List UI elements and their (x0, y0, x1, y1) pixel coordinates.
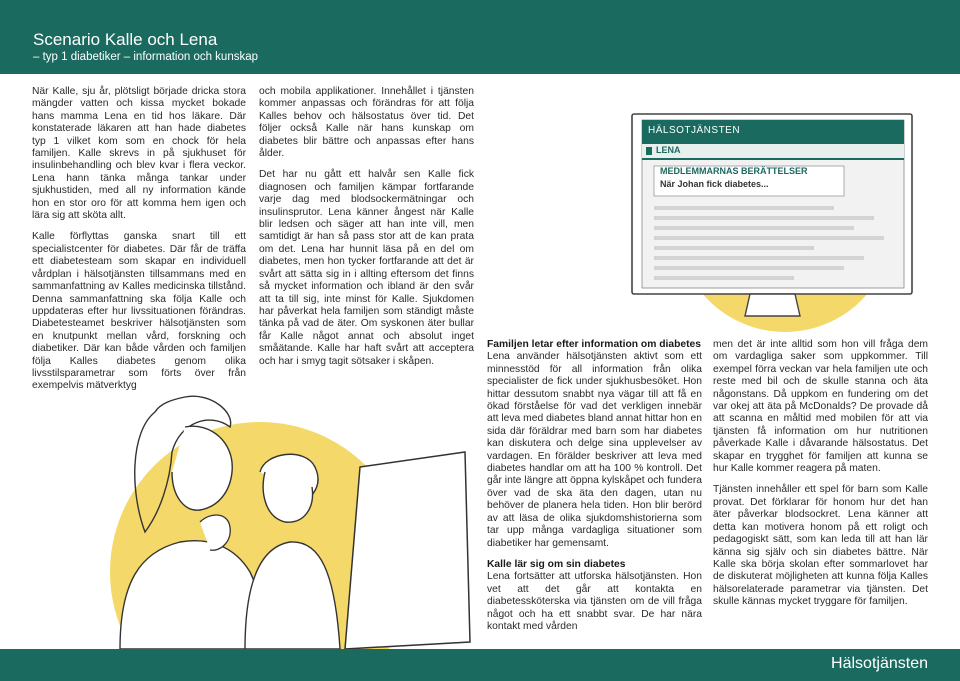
section-heading: Kalle lär sig om sin diabetes (487, 558, 626, 570)
monitor-stand (745, 294, 800, 316)
text-column-2 (259, 86, 474, 377)
footer-brand: Hälsotjänsten (831, 655, 928, 672)
monitor-shape (345, 452, 470, 649)
screen-user-label: LENA (656, 145, 681, 155)
paragraph: Tjänsten innehåller ett spel för barn som Kalle provat. Det förklarar för honom hur det han äter påverkar blodsockret. Lena känner att detta kan motivera honom på ett roligt och pedagogiskt sätt, som kan leda till att han lär känna sig själv och sin diabetes bättre. När Kalle ska börja skolan efter sommarlovet har de diskuterat möjligheten att kunna följa Kalles hälsorelaterade parametrar via tjänsten. Det skulle kännas mycket tryggare för familjen. (713, 484, 928, 608)
user-status-icon (646, 147, 652, 155)
screen-header-label: HÄLSOTJÄNSTEN (648, 125, 741, 136)
mother-child-illustration (60, 372, 480, 649)
paragraph: När Kalle, sju år, plötsligt började dricka stora mängder vatten och kissa mycket bokade hans mamma Lena en tid hos läkare. Där konstaterade läkaren att han hade diabetes typ 1 vilket kom som en chock för hela familjen. Kalle skrevs in på sjukhuset för insulinbehandling och blev kvar i flera veckor. Lena hann tänka många tankar under sjukhustiden, med all ny information kände hon en stor oro för att komma hem igen och lära sig att sköta allt. (32, 86, 246, 222)
text-column-1 (32, 86, 246, 402)
paragraph: och mobila applikationer. Innehållet i tjänsten kommer anpassas och förändras för att följa Kalles behov och hälsostatus över tid. Det följer också Kalle när hans kunskap om diabetes blir bättre och anpassas efter hans ålder. (259, 86, 474, 160)
screen-story-label: När Johan fick diabetes... (660, 179, 769, 189)
paragraph: Lena fortsätter att utforska hälsotjänsten. Hon vet att det går att kontakta en diabetessköterska via tjänsten om de vill fråga något och ha ett snabbt svar. De har nära kontakt med vården (487, 571, 702, 632)
paragraph: Lena använder hälsotjänsten aktivt som ett minnesstöd för all information från olika specialister de fick under sjukhusbesöket. Hon hittar dessutom snabbt nya vägar till att få en ökad förståelse för vad det verkligen innebär att leva med diabetes bland annat hittar hon en sida där föräldrar med barn som har diabetes kan diskutera och delge sina upplevelser av vardagen. En förälder beskriver att leva med diabetes handlar om att ha 100 % kontroll. Det går inte längre att öppna kylskåpet och fundera över vad de ska äta den dagen, utan nu behöver de planera hela tiden. Hon blir berörd av att läsa de olika sjukdomshistorierna som tar upp många vardagliga situationer som diabetiker har gemensamt. (487, 351, 702, 549)
screen-section-label: MEDLEMMARNAS BERÄTTELSER (660, 166, 808, 176)
page-subtitle: – typ 1 diabetiker – information och kunskap (33, 51, 259, 63)
paragraph: men det är inte alltid som hon vill fråga dem om vardagliga saker som uppkommer. Till exempel förra veckan var hela familjen ute och reste med bil och de skulle stanna och äta någonstans. Då uppkom en fundering om det var okej att äta på McDonalds? De provade då att scanna en måltid med mobilen för att via tjänsten få information om hur nutritionen påverkade Kalle i dåvarande hälsostatus. Det skapar en trygghet för familjen att kunna se hur Kalle kommer reagera på maten. (713, 339, 928, 475)
section-heading: Familjen letar efter information om diabetes (487, 339, 701, 350)
screen-illustration (620, 76, 928, 336)
paragraph: Kalle förflyttas ganska snart till ett specialistcenter för diabetes. Där får de träffa ett diabetesteam som skapar en individuell vårdplan i hälsotjänsten tillsammans med en sammanfattning av Kalles medicinska tillstånd. Denna sammanfattning ska följa Kalle och uppdateras efter hur livssituationen förändras. Diabetesteamet beskriver hälsotjänsten som en knutpunkt mellan vård, forskning och diabetiker. Där kan både vården och familjen följa Kalles diabetes genom olika livsstilsparametrar som förts över från exempelvis mätverktyg (32, 231, 246, 392)
text-column-4 (713, 339, 928, 618)
footer-band (0, 649, 960, 681)
page-title: Scenario Kalle och Lena (33, 30, 218, 49)
text-column-3 (487, 339, 702, 642)
paragraph: Det har nu gått ett halvår sen Kalle fick diagnosen och familjen kämpar fortfarande varje dag med blodsockermätningar och insulinsprutor. Lena känner ångest när Kalle blir ledsen och säger att han inte vill, men samtidigt är han så pass stor att de kan prata om det. Lena har hunnit läsa på en del om diabetes, men hon tycker fortfarande att det är svårt att sätta sig in i allting eftersom det finns så mycket information och ibland är den svår att ta till sig, inte minst för Kalle. Sjukdomen har påverkat hela familjen som ständigt måste tänka på vad de äter. Om syskonen äter bullar får Kalle något annat och absolut inget småätande. Kalle har haft svårt att acceptera och har i smyg tagit sötsaker i skåpen. (259, 169, 474, 367)
screen-user-bar (642, 144, 904, 158)
